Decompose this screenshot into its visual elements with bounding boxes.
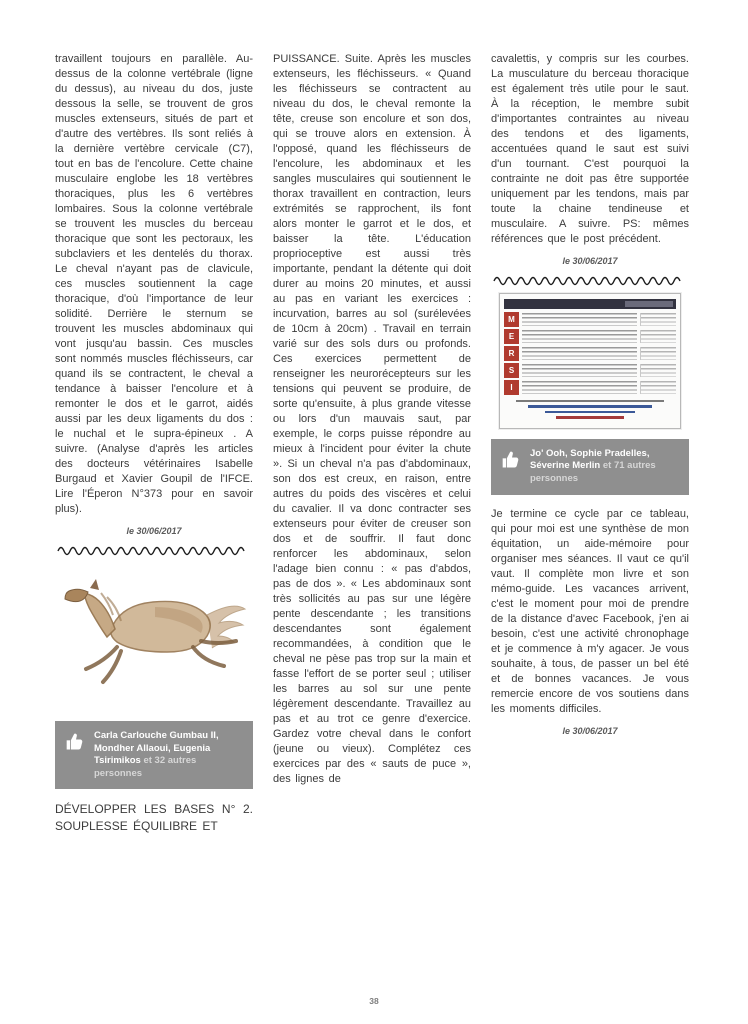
post-date: le 30/06/2017 xyxy=(562,256,618,266)
table-caption-line xyxy=(545,411,634,413)
wavy-separator xyxy=(491,273,689,285)
table-caption xyxy=(504,400,676,419)
table-row xyxy=(504,329,676,344)
like-count-text: et 32 autres personnes xyxy=(94,755,197,779)
table-row-text-lines xyxy=(522,330,637,343)
thumbs-up-icon xyxy=(65,732,85,757)
column-2 xyxy=(273,52,471,835)
page-number: 38 xyxy=(369,996,379,1006)
like-names: Carla Carlouche Gumbau II, Mondher Allaoui, Eugenia Tsirimikos xyxy=(94,730,219,766)
post-date: le 30/06/2017 xyxy=(562,725,618,736)
table-row xyxy=(504,346,676,361)
table-row-text-lines xyxy=(522,313,637,326)
table-row-text-lines xyxy=(522,381,637,394)
table-caption-line xyxy=(516,400,664,402)
table-caption-line xyxy=(528,405,652,407)
column-3 xyxy=(491,52,689,835)
paragraph-puissance-suite: PUISSANCE. Suite. Après les muscles extenseurs, les fléchisseurs. « Quand les fléchisseurs se contractent au niveau du dos, le cheval remonte la tête, creuse son encolure et son dos, qui se trouve alors en extension. À l'opposé, quand les fléchisseurs de l'encolure, les abdominaux et les sangles musculaires qui soutiennent le thorax travaillent en contraction, leurs extrémités se rapprochent, ils font alors monter le garrot et le dos, et baisser la tête. L'éducation proprioceptive est aussi très importante, pendant la détente qui doit durer au moins 20 minutes, et aussi au pas en variant les exercices : incurvation, barres au sol (surélevées de 10cm à 20cm) . Travail en terrain varié sur des sols durs ou profonds. Ces exercices permettent de renseigner les neurorécepteurs sur les tensions qui peuvent se produire, de sorte qu'ensuite, à plus grande vitesse ou lors d'un mauvais saut, par exemple, le corps puisse répondre au mieux à l'incident pour éviter la chute ». Si un cheval n'a pas d'abdominaux, son dos est creux, en raison, entre autres du poids des viscères et celui du cavalier. Il va donc contracter ses extenseurs pour éviter de creuser son dos et de souffrir. Il faut donc renforcer les abdominaux, selon l'adage bien connu : « pas d'abdos, pas de dos ». « Les abdominaux sont très sollicités au pas sur une légère pente descendante ; les transitions descendantes sont également recommandées, à condition que le cheval ne pèse pas trop sur la main et fasse l'effort de se porter seul ; utiliser les barres au sol sur une pente légèrement descendante. Travaillez au pas et au trot ce genre d'exercice. Gardez votre cheval dans le confort (jeune ou vieux). Complétez ces exercices par des « sauts de puce », des lignes de xyxy=(273,53,471,785)
table-row-letter: I xyxy=(504,380,519,395)
like-count-text: et 71 autres personnes xyxy=(530,460,656,484)
table-row-letter: E xyxy=(504,329,519,344)
post-date: le 30/06/2017 xyxy=(126,526,182,536)
table-row-text-lines xyxy=(522,347,637,360)
table-screenshot-image xyxy=(499,293,681,429)
table-row-right-cell xyxy=(640,313,676,326)
like-banner-text xyxy=(530,448,679,486)
post-heading: DÉVELOPPER LES BASES N° 2. SOUPLESSE ÉQUILIBRE ET xyxy=(55,802,253,833)
table-row-letter: M xyxy=(504,312,519,327)
table-row-right-cell xyxy=(640,364,676,377)
table-row-letter: R xyxy=(504,346,519,361)
horse-sketch-image xyxy=(55,563,253,713)
facebook-like-banner xyxy=(55,721,253,789)
table-header-bar xyxy=(504,299,676,309)
table-caption-line xyxy=(556,416,625,418)
paragraph-je-termine: Je termine ce cycle par ce tableau, qui pour moi est une synthèse de mon équitation, un aide-mémoire pour organiser mes séances. Il vaut ce qu'il vaut. Il complète mon livre et son mémo-guide. Les vacances arrivent, c'est le moment pour moi de prendre de la distance d'avec Facebook, j'en ai besoin, c'est une activité chronophage et je commence à m'y agacer. Je vous souhaite, à tous, de passer un bel été et de bonnes vacances. Je vous remercie encore de vos soutiens dans les moments difficiles. xyxy=(491,507,689,715)
table-row-right-cell xyxy=(640,347,676,360)
three-column-layout xyxy=(55,52,693,835)
facebook-like-banner xyxy=(491,439,689,495)
table-row-letter: S xyxy=(504,363,519,378)
table-row xyxy=(504,363,676,378)
table-row-right-cell xyxy=(640,330,676,343)
paragraph-cavalettis: cavalettis, y compris sur les courbes. La musculature du berceau thoracique est également très utile pour le saut. À la réception, le membre subit d'importantes contraintes au niveau des tendons et des ligaments, accentuées quand le saut est suivi d'un tournant. C'est pourquoi la contrainte ne doit pas être supportée uniquement par les tendons, mais par toute la chaine tendineuse et musculaire. A suivre. PS: mêmes références que le post précédent. xyxy=(491,53,689,245)
column-1 xyxy=(55,52,253,835)
table-row xyxy=(504,312,676,327)
paragraph-muscles-extenseurs: travaillent toujours en parallèle. Au-dessus de la colonne vertébrale (ligne du dessus), au niveau du dos, juste dessous la selle, se trouvent de gros muscles extenseurs, situés de part et d'autre des vertèbres. Ils sont reliés à la dernière vertèbre cervicale (C7), tout en bas de l'encolure. Cette chaine musculaire englobe les 18 vertèbres thoraciques, plus les 6 vertèbres lombaires. Sous la colonne vertébrale se trouvent les muscles du berceau thoracique que sont les pectoraux, les subclaviers et les dentelés du thorax. Le cheval n'ayant pas de clavicule, ces muscles soutiennent la cage thoracique, d'où l'importance de leur solidité. Derrière le sternum se trouvent les muscles abdominaux qui vont jusqu'au bassin. Ces muscles sont nommés muscles fléchisseurs, car quand ils se contractent, le cheval a tendance à baisser l'encolure et à remonter le dos et le garrot, aidés aussi par les deux ligaments du dos : le nuchal et le supra-épineux . A suivre. (Analyse d'après les articles des docteurs vétérinaires Isabelle Burgaud et Xavier Goupil de l'IFCE. Lire l'Éperon N°373 pour en savoir plus). xyxy=(55,53,253,515)
table-row-right-cell xyxy=(640,381,676,394)
wavy-separator xyxy=(55,543,253,555)
like-names: Jo' Ooh, Sophie Pradelles, Séverine Merlin xyxy=(530,447,650,472)
like-banner-text xyxy=(94,730,243,780)
thumbs-up-icon xyxy=(501,450,521,475)
table-row xyxy=(504,380,676,395)
table-row-text-lines xyxy=(522,364,637,377)
